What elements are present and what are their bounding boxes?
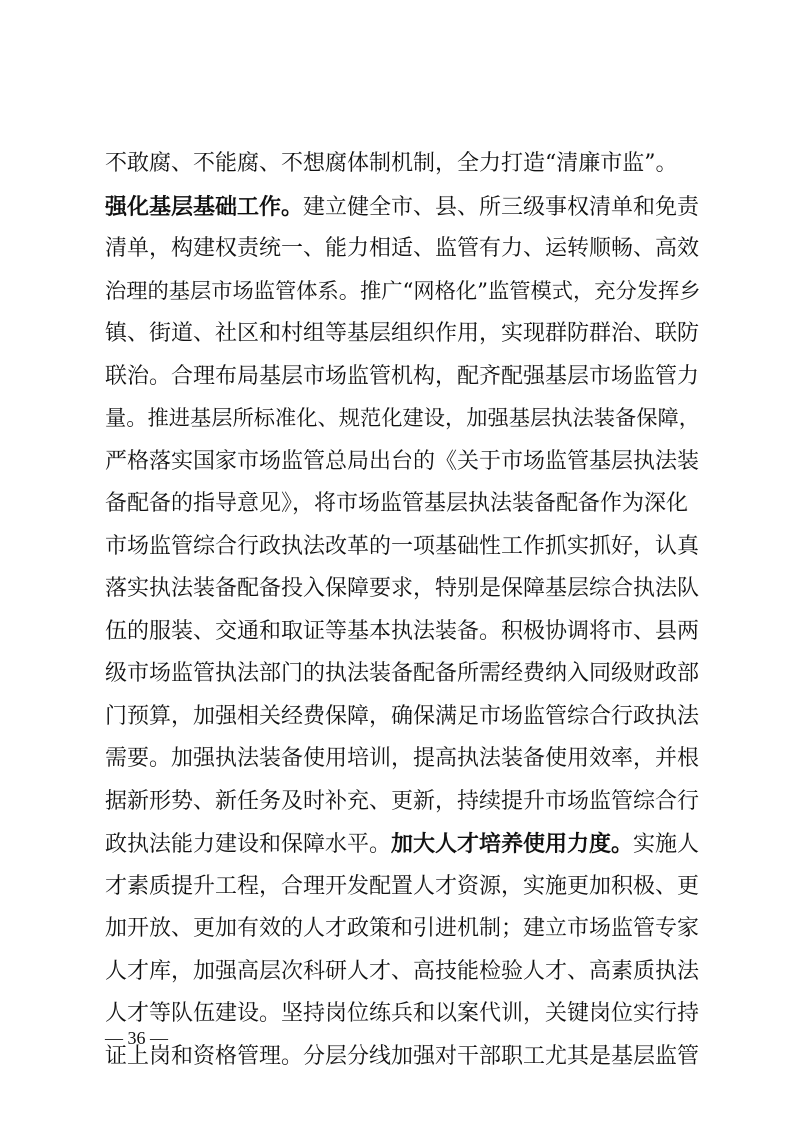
text-line [105,441,705,484]
line-text: 人才库，加强高层次科研人才、高技能检验人才、高素质执法 [105,958,700,984]
line-text: 实施人 [633,832,700,857]
line-text: 级市场监管执法部门的执法装备配备所需经费纳入同级财政部 [105,661,700,686]
text-line [105,483,705,526]
line-text: 人才等队伍建设。坚持岗位练兵和以案代训，关键岗位实行持 [105,1001,700,1026]
text-line [105,823,705,866]
line-text: 建立健全市、县、所三级事权清单和免责 [303,194,700,220]
line-text: 严格落实国家市场监管总局出台的《关于市场监管基层执法装 [105,448,700,474]
line-text: 镇、街道、社区和村组等基层组织作用，实现群防群治、联防 [105,321,700,346]
text-line [105,908,705,951]
line-text: 落实执法装备配备投入保障要求，特别是保障基层综合执法队 [105,576,700,601]
text-line [105,866,705,909]
page-number: — 36 — [105,1028,168,1048]
text-line [105,611,705,654]
text-line [105,568,705,611]
text-line [105,271,705,314]
line-text: 据新形势、新任务及时补充、更新，持续提升市场监管综合行 [105,788,700,814]
line-text: 市场监管综合行政执法改革的一项基础性工作抓实抓好，认真 [105,533,700,559]
line-text: 量。推进基层所标准化、规范化建设，加强基层执法装备保障， [105,406,701,431]
section-heading: 强化基层基础工作。 [105,193,304,220]
line-text: 才素质提升工程，合理开发配置人才资源，实施更加积极、更 [105,873,700,899]
text-line [105,398,705,441]
section-heading: 加大人才培养使用力度。 [391,831,634,857]
text-line [105,186,705,229]
text-line [105,228,705,271]
line-text: 门预算，加强相关经费保障，确保满足市场监管综合行政执法 [105,703,700,729]
text-line [105,143,705,186]
text-line [105,781,705,824]
text-line [105,993,705,1036]
line-text: 需要。加强执法装备使用培训，提高执法装备使用效率，并根 [105,746,700,771]
line-text: 联治。合理布局基层市场监管机构，配齐配强基层市场监管力 [105,363,700,389]
line-text: 加开放、更加有效的人才政策和引进机制；建立市场监管专家 [105,916,700,941]
text-line [105,356,705,399]
text-line [105,526,705,569]
text-line [105,1036,705,1079]
line-text: 证上岗和资格管理。分层分线加强对干部职工尤其是基层监管 [105,1043,700,1069]
text-line [105,313,705,356]
line-text: 伍的服装、交通和取证等基本执法装备。积极协调将市、县两 [105,618,700,644]
line-text: 政执法能力建设和保障水平。 [105,832,392,857]
text-line [105,951,705,994]
body-text [105,143,705,1078]
text-line [105,738,705,781]
text-line [105,696,705,739]
line-text: 治理的基层市场监管体系。推广“网格化”监管模式，充分发挥乡 [105,278,701,304]
text-line [105,653,705,696]
line-text: 备配备的指导意见》，将市场监管基层执法装备配备作为深化 [105,491,689,516]
line-text: 清单，构建权责统一、能力相适、监管有力、运转顺畅、高效 [105,236,700,261]
line-text: 不敢腐、不能腐、不想腐体制机制，全力打造“清廉市监”。 [105,151,678,176]
